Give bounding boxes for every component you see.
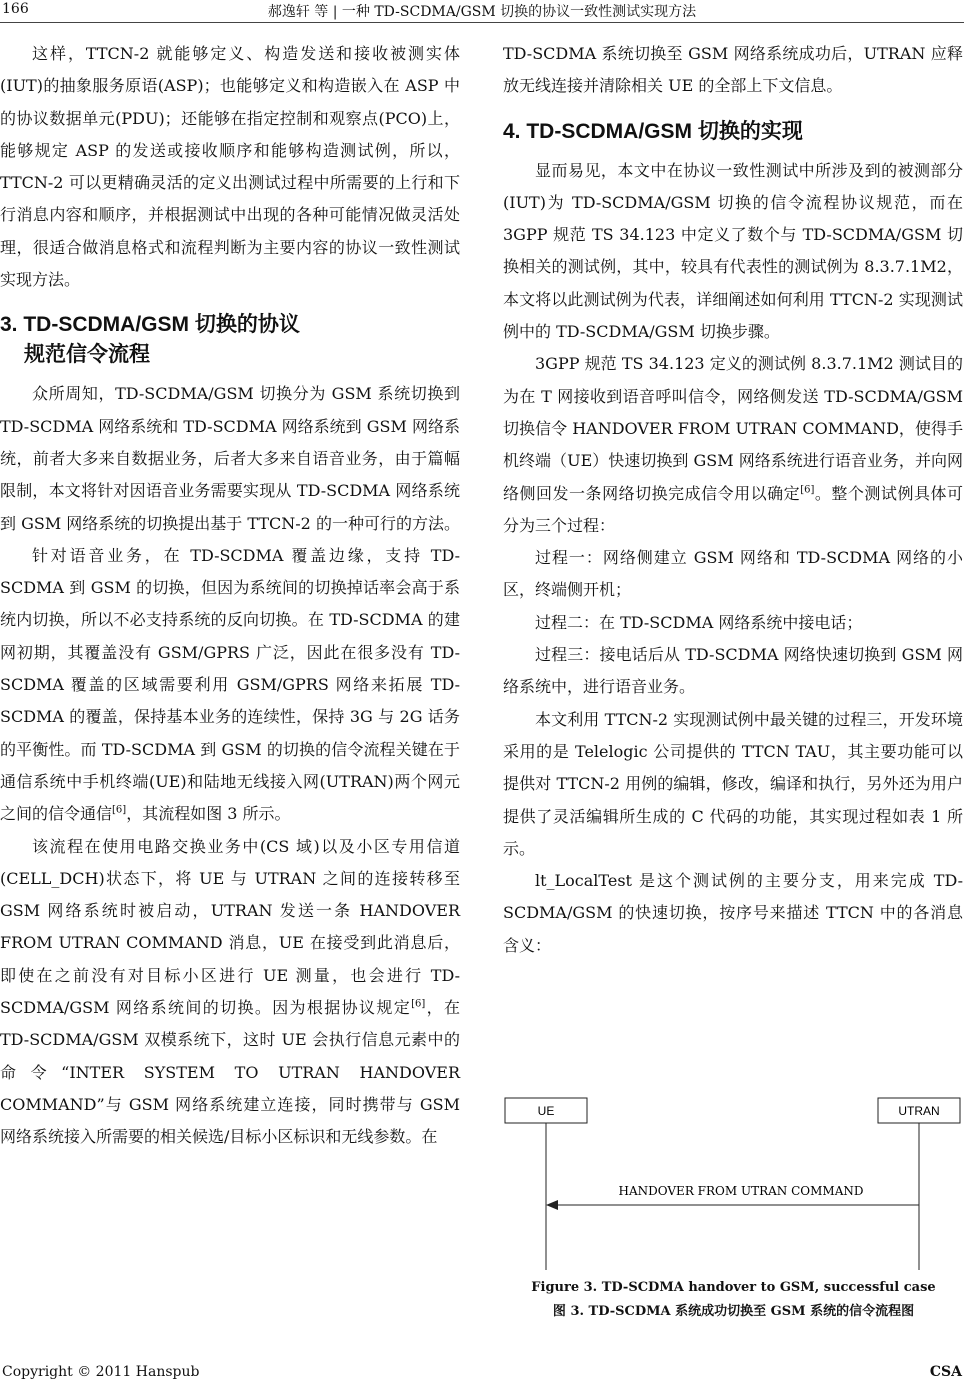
- figure-caption-zh: 图 3. TD-SCDMA 系统成功切换至 GSM 系统的信令流程图: [552, 1304, 915, 1319]
- sequence-diagram: [503, 1094, 964, 1274]
- paragraph: 显而易见，本文中在协议一致性测试中所涉及到的被测部分(IUT)为 TD-SCDMA/GSM 切换的信令流程协议规范，而在 3GPP 规范 TS 34.123 中定义了数个与 TD-SCDMA/GSM 切换相关的测试例，其中，较具有代表性的测试例为 8.3.7.1M2，本文将以此测试例为代表，详细阐述如何利用 TTCN-2 实现测试例中的 TD-SCDMA/GSM 切换步骤。: [503, 160, 963, 342]
- page-number: 166: [2, 1, 29, 17]
- paragraph-text: 。整个测试例具体可分为三个过程：: [503, 483, 963, 535]
- paragraph: TD-SCDMA 系统切换至 GSM 网络系统成功后，UTRAN 应释放无线连接并清除相关 UE 的全部上下文信息。: [503, 44, 963, 96]
- paragraph: 本文利用 TTCN-2 实现测试例中最关键的过程三，开发环境采用的是 Telelogic 公司提供的 TTCN TAU，其主要功能可以提供对 TTCN-2 用例的编辑，修改，编译和执行，另外还为用户提供了灵活编辑所生成的 C 代码的功能，其实现过程如表 1 所示。: [503, 709, 963, 858]
- running-header: [0, 0, 964, 23]
- section-heading-line: 3. TD-SCDMA/GSM 切换的协议: [0, 313, 300, 337]
- paragraph: 过程三：接电话后从 TD-SCDMA 网络快速切换到 GSM 网络系统中，进行语音业务。: [503, 645, 963, 697]
- paragraph: [503, 348, 963, 542]
- message-label: HANDOVER FROM UTRAN COMMAND: [618, 1184, 864, 1198]
- running-title: 郝逸轩 等 | 一种 TD-SCDMA/GSM 切换的协议一致性测试实现方法: [267, 4, 697, 20]
- paragraph: [0, 540, 460, 831]
- citation: [6]: [800, 484, 815, 496]
- paragraph: 过程一：网络侧建立 GSM 网络和 TD-SCDMA 网络的小区，终端侧开机；: [503, 548, 963, 600]
- paragraph: [0, 831, 460, 1154]
- paragraph-text: ，其流程如图 3 所示。: [126, 804, 291, 824]
- section-heading: [0, 310, 460, 370]
- paragraph: 众所周知，TD-SCDMA/GSM 切换分为 GSM 系统切换到 TD-SCDMA 网络系统和 TD-SCDMA 网络系统到 GSM 网络系统，前者大多来自数据业务，后者大多来自语音业务，由于篇幅限制，本文将针对因语音业务需要实现从 TD-SCDMA 网络系统到 GSM 网络系统的切换提出基于 TTCN-2 的一种可行的方法。: [0, 384, 460, 533]
- citation: [6]: [112, 804, 127, 816]
- section-heading-line: 规范信令流程: [24, 343, 150, 367]
- paragraph: 这样，TTCN-2 就能够定义、构造发送和接收被测实体(IUT)的抽象服务原语(ASP)；也能够定义和构造嵌入在 ASP 中的协议数据单元(PDU)；还能够在指定控制和观察点(PCO)上，能够规定 ASP 的发送或接收顺序和能够构造测试例，所以，TTCN-2 可以更精确灵活的定义出测试过程中所需要的上行和下行消息内容和顺序，并根据测试中出现的各种可能情况做灵活处理，很适合做消息格式和流程判断为主要内容的协议一致性测试实现方法。: [0, 44, 460, 290]
- copyright: Copyright © 2011 Hanspub: [2, 1364, 200, 1380]
- paragraph-text: 针对语音业务，在 TD-SCDMA 覆盖边缘，支持 TD-SCDMA 到 GSM 的切换，但因为系统间的切换掉话率会高于系统内切换，所以不必支持系统的反向切换。在 TD-SCDMA 的建网初期，其覆盖没有 GSM/GPRS 广泛，因此在很多没有 TD-SCDMA 覆盖的区域需要利用 GSM/GPRS 网络来拓展 TD-SCDMA 的覆盖，保持基本业务的连续性，保持 3G 与 2G 话务的平衡性。而 TD-SCDMA 到 GSM 的切换的信令流程关键在于通信系统中手机终端(UE)和陆地无线接入网(UTRAN)两个网元之间的信令通信: [0, 545, 460, 824]
- paragraph-text: 该流程在使用电路交换业务中(CS 域)以及小区专用信道(CELL_DCH)状态下，将 UE 与 UTRAN 之间的连接转移至 GSM 网络系统时被启动，UTRAN 发送一条 HANDOVER FROM UTRAN COMMAND 消息，UE 在接受到此消息后，即使在之前没有对目标小区进行 UE 测量，也会进行 TD-SCDMA/GSM 网络系统间的切换。因为根据协议规定: [0, 836, 460, 1018]
- utran-label: UTRAN: [898, 1104, 940, 1118]
- paragraph-text: ，在 TD-SCDMA/GSM 双模系统下，这时 UE 会执行信息元素中的命令“INTER SYSTEM TO UTRAN HANDOVER COMMAND”与 GSM 网络系统建立连接，同时携带与 GSM 网络系统接入所需要的相关候选/目标小区标识和无线参数。在: [0, 998, 460, 1147]
- right-column: [503, 38, 963, 962]
- paragraph: 过程二：在 TD-SCDMA 网络系统中接电话；: [535, 612, 863, 632]
- figure-caption-en: Figure 3. TD-SCDMA handover to GSM, successful case: [531, 1280, 936, 1295]
- figure-3: [503, 1094, 964, 1334]
- paragraph: lt_LocalTest 是这个测试例的主要分支，用来完成 TD-SCDMA/GSM 的快速切换，按序号来描述 TTCN 中的各消息含义：: [503, 871, 963, 955]
- left-column: [0, 38, 460, 1154]
- ue-label: UE: [537, 1104, 555, 1118]
- section-heading: 4. TD-SCDMA/GSM 切换的实现: [503, 119, 803, 143]
- arrow-head-icon: [546, 1200, 558, 1210]
- journal-abbrev: CSA: [929, 1364, 962, 1380]
- paragraph-text: 3GPP 规范 TS 34.123 定义的测试例 8.3.7.1M2 测试目的为在 T 网接收到语音呼叫信令，网络侧发送 TD-SCDMA/GSM 切换信令 HANDOVER FROM UTRAN COMMAND，使得手机终端（UE）快速切换到 GSM 网络系统进行语音业务，并向网络侧回发一条网络切换完成信令用以确定: [503, 354, 963, 503]
- citation: [6]: [411, 998, 426, 1010]
